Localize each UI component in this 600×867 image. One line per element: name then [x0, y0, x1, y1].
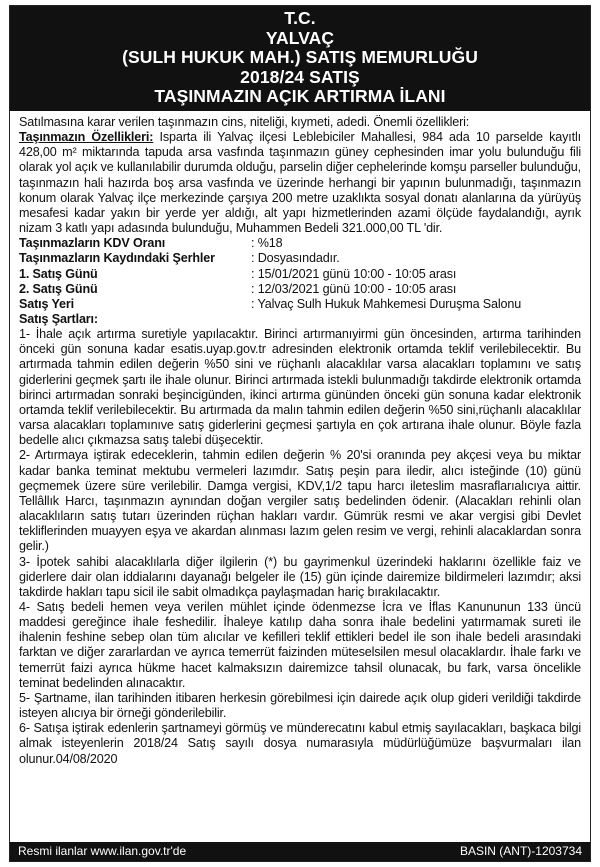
header-line-office: (SULH HUKUK MAH.) SATIŞ MEMURLUĞU	[122, 47, 478, 68]
detail-label: Taşınmazların KDV Oranı	[19, 236, 166, 251]
header-line-city: YALVAÇ	[265, 27, 335, 48]
condition-item: 4- Satış bedeli hemen veya verilen mühlet içinde ödenmezse İcra ve İflas Kanununun 133 üncü maddesi gereğince ihale feshedilir. İhaleye katılıp daha sonra ihale bedelini yatırmamak sureti ile ihalenin feshine sebep olan tüm alıcılar ve kefilleri teklif ettikleri bedel ile son ihale bedeli arasındaki farktan ve diğer zararlardan ve ayrıca temerrüt faizinden müteselsilen mesul olacaklardır. İhale farkı ve temerrüt faizi ayrıca hükme hacet kalmaksızın dairemizce tahsil olunacak, bu fark, varsa öncelikle teminat bedelinden alınacaktır.	[19, 599, 581, 690]
intro-text: Satılmasına karar verilen taşınmazın cins, niteliği, kıymeti, adedi. Önemli özellikleri:	[19, 114, 470, 129]
property-paragraph	[19, 130, 581, 236]
notice-body	[10, 111, 590, 767]
footer-press-code: BASIN (ANT)-1203734	[459, 844, 582, 858]
property-label: Taşınmazın Özellikleri:	[19, 130, 154, 145]
condition-item: 1- İhale açık artırma suretiyle yapılacaktır. Birinci artırmanıyirmi gün öncesinden, artırma tarihinden önceki gün sonuna kadar esatis.uyap.gov.tr adresinden elektronik ortamda teklif verilebilecektir. Bu artırmada tahmin edilen değerin %50 sini ve rüçhanlı alacaklılar varsa alacakları toplamını ve satış giderlerini geçmek şartı ile ihale olunur. Birinci artırmada istekli bulunmadığı takdirde elektronik ortamda birinci artırmadan sonraki beşincigünden, ikinci artırma gününden önceki gün sonuna kadar elektronik ortamda teklif verilebilecektir. Bu artırmada da malın tahmin edilen değerin %50 sini,rüçhanlı alacaklılar varsa alacakları toplamınıve satış giderlerini geçmesi şartıyla en çok artırana ihale olunur. Böyle fazla bedelle alıcı çıkmazsa satış talebi düşecektir.	[19, 327, 581, 448]
detail-row	[19, 267, 581, 282]
condition-item: 5- Şartname, ilan tarihinden itibaren herkesin görebilmesi için dairede açık olup gideri verildiği takdirde isteyen alıcıya bir örneği gönderilebilir.	[19, 690, 581, 721]
detail-label: 2. Satış Günü	[19, 281, 98, 296]
header-line-title: TAŞINMAZIN AÇIK ARTIRMA İLANI	[154, 86, 446, 107]
condition-item: 2- Artırmaya iştirak edeceklerin, tahmin edilen değerin % 20'si oranında pey akçesi veya bu miktar kadar banka teminat mektubu vermeleri lazımdır. Satış peşin para iledir, alıcı isteğinde (10) günü geçmemek üzere süre verilebilir. Damga vergisi, KDV,1/2 tapu harcı ileteslim masraflarıalıcıya aittir. Tellâllık Harcı, taşınmazın aynından doğan vergiler satış bedelinden ödenir. (Alacakları rehinli olan alacaklıların satış tutarı üzerinden rüçhan hakları vardır. Gümrük resmi ve akar vergisi gibi Devlet tekliflerinden muayyen eşya ve akardan alınması lazım gelen resim ve vergi, rehinli alacaklardan sonra gelir.)	[19, 448, 581, 554]
notice-footer	[10, 842, 590, 861]
property-text: Isparta ili Yalvaç ilçesi Leblebiciler Mahallesi, 984 ada 10 parselde kayıtlı 428,00 m² miktarında tapuda arsa vasfında taşınmazın güney cephesinden imar yolu bulunduğu fili olarak yol açık ve kullanılabilir durumda olduğu, parselin diğer cephelerinde komşu parseller bulunduğu, taşınmazın hali hazırda boş arsa vasfında ve üzerinde herhangi bir yapının bulunmadığı, taşınmazın konum olarak Yalvaç ilçe merkezinde çarşıya 200 metre uzaklıkta sosyal donatı alanlarına da yürüyüş mesafesi kadar yakın bir yerde yer aldığı, alt yapı hizmetlerinden azami ölçüde faydalandığı, ayrık nizam 3 katlı yapı adasında bulunduğu, Muhammen Bedeli 321.000,00 TL 'dir.	[19, 130, 581, 236]
detail-row	[19, 251, 581, 266]
condition-item: 3- İpotek sahibi alacaklılarla diğer ilgilerin (*) bu gayrimenkul üzerindeki haklarını özellikle faiz ve giderlere dair olan iddialarını dayanağı belgeler ile (15) gün içinde dairemize bildirmeleri lazımdır; aksi takdirde hakları tapu sicil ile sabit olmadıkça paylaşmadan hariç bırakılacaktır.	[19, 554, 581, 599]
detail-row	[19, 282, 581, 297]
header-line-file: 2018/24 SATIŞ	[240, 66, 360, 87]
detail-value: : 15/01/2021 günü 10:00 - 10:05 arası	[251, 266, 457, 281]
detail-label: 1. Satış Günü	[19, 266, 98, 281]
condition-item: 6- Satışa iştirak edenlerin şartnameyi görmüş ve münderecatını kabul etmiş sayılacakları, başkaca bilgi almak isteyenlerin 2018/24 Satış sayılı dosya numarasıyla müdürlüğümüze başvurmaları ilan olunur.04/08/2020	[19, 721, 581, 766]
detail-label: Taşınmazların Kaydındaki Şerhler	[19, 251, 215, 266]
header-line-tc: T.C.	[284, 8, 316, 28]
conditions-title: Satış Şartları:	[19, 312, 98, 326]
footer-website: Resmi ilanlar www.ilan.gov.tr'de	[18, 844, 187, 858]
detail-value: : %18	[251, 236, 283, 251]
notice-header	[10, 6, 590, 111]
detail-row	[19, 236, 581, 251]
detail-label: Satış Yeri	[19, 296, 74, 311]
detail-row	[19, 297, 581, 312]
detail-value: : Dosyasındadır.	[251, 251, 340, 266]
detail-value: : Yalvaç Sulh Hukuk Mahkemesi Duruşma Salonu	[251, 296, 522, 311]
detail-value: : 12/03/2021 günü 10:00 - 10:05 arası	[251, 281, 457, 296]
auction-notice	[9, 5, 591, 862]
